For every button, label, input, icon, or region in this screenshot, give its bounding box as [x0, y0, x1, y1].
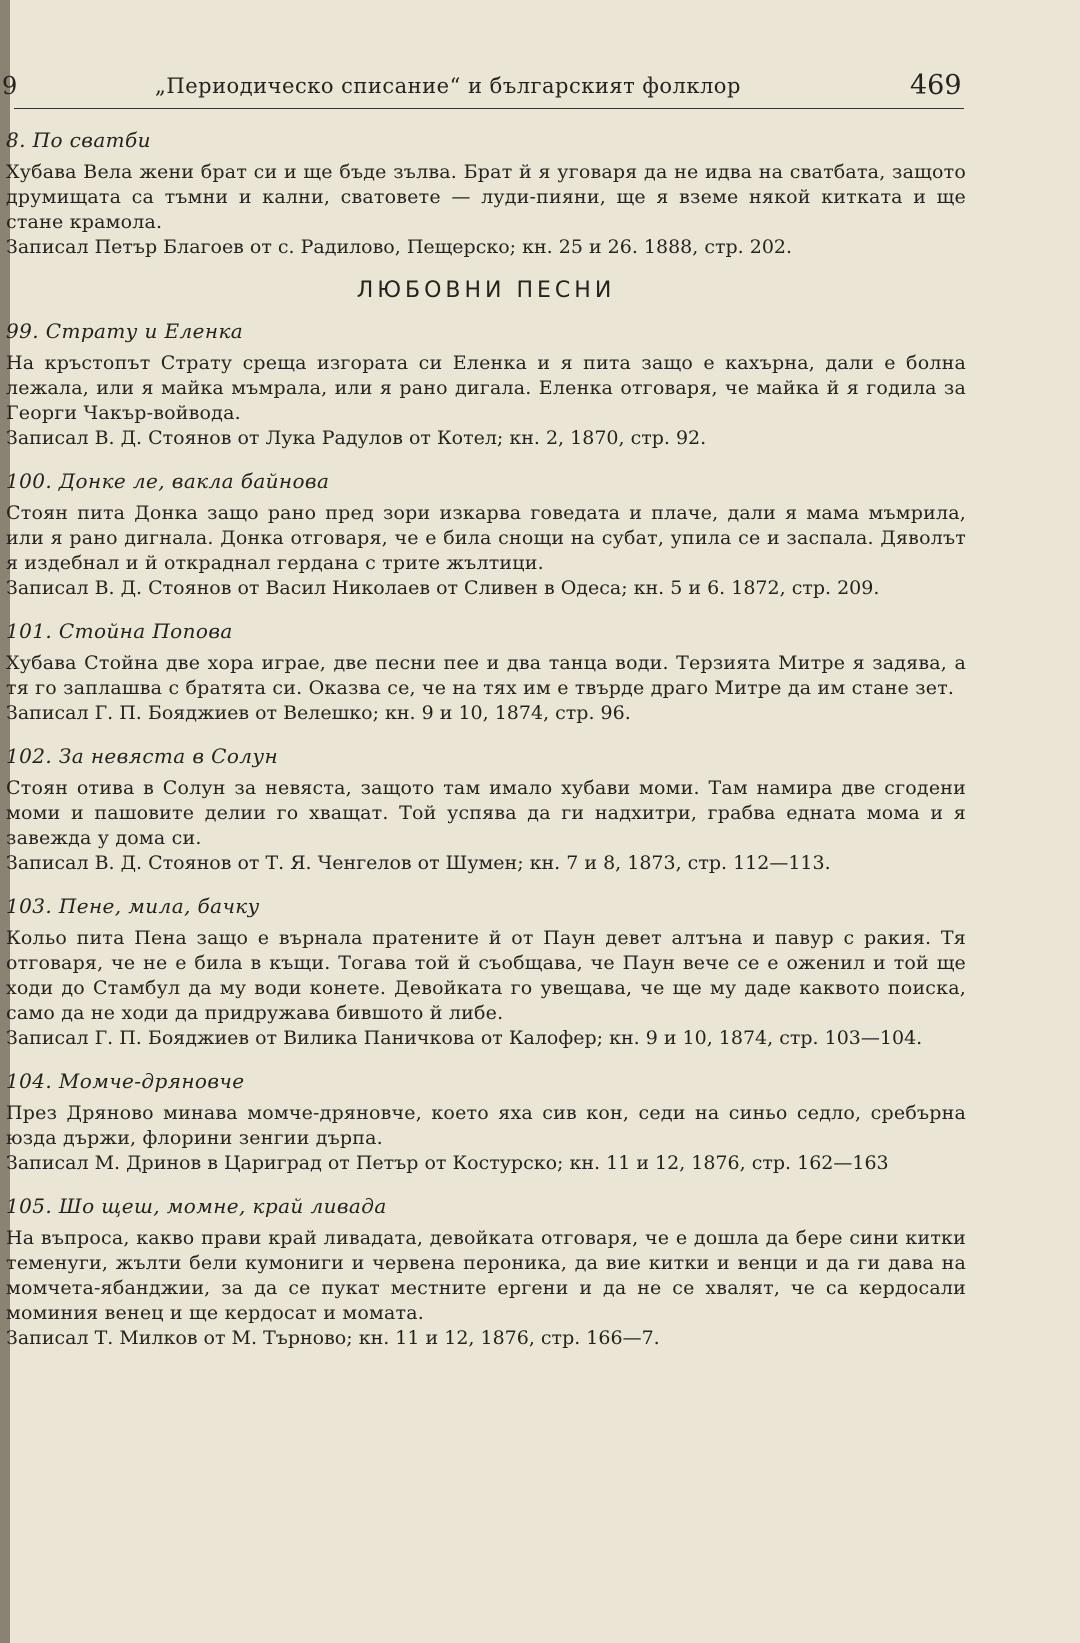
entry-summary: Хубава Стойна две хора играе, две песни пее и два танца води. Терзията Митре я задява, а тя го заплашва с братята си. Оказва се, че на тях им е твърде драго Митре да им стане зет.	[6, 652, 966, 699]
entry-title: 103. Пене, мила, бачку	[6, 894, 260, 918]
entry-title: 100. Донке ле, вакла байнова	[6, 469, 330, 493]
page-content	[6, 128, 966, 1369]
entry-source: Записал В. Д. Стоянов от Т. Я. Ченгелов от Шумен; кн. 7 и 8, 1873, стр. 112—113.	[6, 852, 831, 874]
entry-title: 105. Шо щеш, момне, край ливада	[6, 1194, 387, 1218]
entry-summary: Стоян пита Донка защо рано пред зори изкарва говедата и плаче, дали я мама мъмрила, или я рано дигнала. Донка отговаря, че е била снощи на субат, упила се и заспала. Дяволът я издебнал и й откраднал гердана с трите жълтици.	[6, 502, 966, 574]
entry-summary: През Дряново минава момче-дряновче, което яха сив кон, седи на синьо седло, сребърна юзда държи, флорини зенгии дърпа.	[6, 1102, 966, 1149]
entry-source: Записал М. Дринов в Цариград от Петър от Костурско; кн. 11 и 12, 1876, стр. 162—163	[6, 1152, 889, 1174]
entry-title: 8. По сватби	[6, 128, 151, 152]
entry	[6, 619, 966, 726]
entry	[6, 1069, 966, 1176]
entry-source: Записал В. Д. Стоянов от Васил Николаев от Сливен в Одеса; кн. 5 и 6. 1872, стр. 209.	[6, 577, 880, 599]
section-heading: ЛЮБОВНИ ПЕСНИ	[356, 278, 616, 303]
page-header	[0, 70, 1080, 110]
entry-summary: На кръстопът Страту среща изгората си Еленка и я пита защо е кахърна, дали е болна лежала, или я майка мъмрала, или я рано дигала. Еленка отговаря, че майка й я годила за Георги Чакър-войвода.	[6, 352, 966, 424]
entry	[6, 744, 966, 876]
entry-title: 101. Стойна Попова	[6, 619, 233, 643]
entry-title: 99. Страту и Еленка	[6, 319, 244, 343]
entry-source: Записал В. Д. Стоянов от Лука Радулов от Котел; кн. 2, 1870, стр. 92.	[6, 427, 707, 449]
entry-source: Записал Т. Милков от М. Търново; кн. 11 и 12, 1876, стр. 166—7.	[6, 1327, 660, 1349]
header-left-number: 9	[2, 72, 18, 100]
entry-summary: На въпроса, какво прави край ливадата, девойката отговаря, че е дошла да бере сини китки теменуги, жълти бели кумониги и червена пероника, да вие китки и венци и да ги дава на момчета-ябанджии, за да се пукат местните ергени и да не се хвалят, че са кердосали моминия венец и ще кердосат и момата.	[6, 1227, 966, 1324]
entry	[6, 128, 966, 260]
entry-summary: Кольо пита Пена защо е върнала пратените й от Паун девет алтъна и павур с ракия. Тя отговаря, че не е била в къщи. Тогава той й съобщава, че Паун вече се е оженил и той ще ходи до Стамбул да му води конете. Девойката го увещава, че ще му даде каквото поиска, само да не ходи да придружава бившото й либе.	[6, 927, 966, 1024]
header-rule	[14, 108, 964, 109]
entry	[6, 894, 966, 1051]
entry	[6, 1194, 966, 1351]
entry	[6, 319, 966, 451]
running-title: „Периодическо списание“ и българският фолклор	[155, 74, 741, 98]
entry-source: Записал Г. П. Бояджиев от Вилика Паничкова от Калофер; кн. 9 и 10, 1874, стр. 103—104.	[6, 1027, 923, 1049]
entry-source: Записал Г. П. Бояджиев от Велешко; кн. 9 и 10, 1874, стр. 96.	[6, 702, 631, 724]
entry	[6, 469, 966, 601]
entry-title: 104. Момче-дряновче	[6, 1069, 245, 1093]
entry-summary: Хубава Вела жени брат си и ще бъде зълва. Брат й я уговаря да не идва на сватбата, защото друмищата са тъмни и кални, сватовете — луди-пияни, ще я вземе някой китката и ще стане крамола.	[6, 161, 966, 233]
entry-source: Записал Петър Благоев от с. Радилово, Пещерско; кн. 25 и 26. 1888, стр. 202.	[6, 236, 793, 258]
page-number: 469	[910, 70, 962, 101]
entry-title: 102. За невяста в Солун	[6, 744, 279, 768]
entry-summary: Стоян отива в Солун за невяста, защото там имало хубави моми. Там намира две сгодени моми и пашовите делии го хващат. Той успява да ги надхитри, грабва едната мома и я завежда у дома си.	[6, 777, 966, 849]
